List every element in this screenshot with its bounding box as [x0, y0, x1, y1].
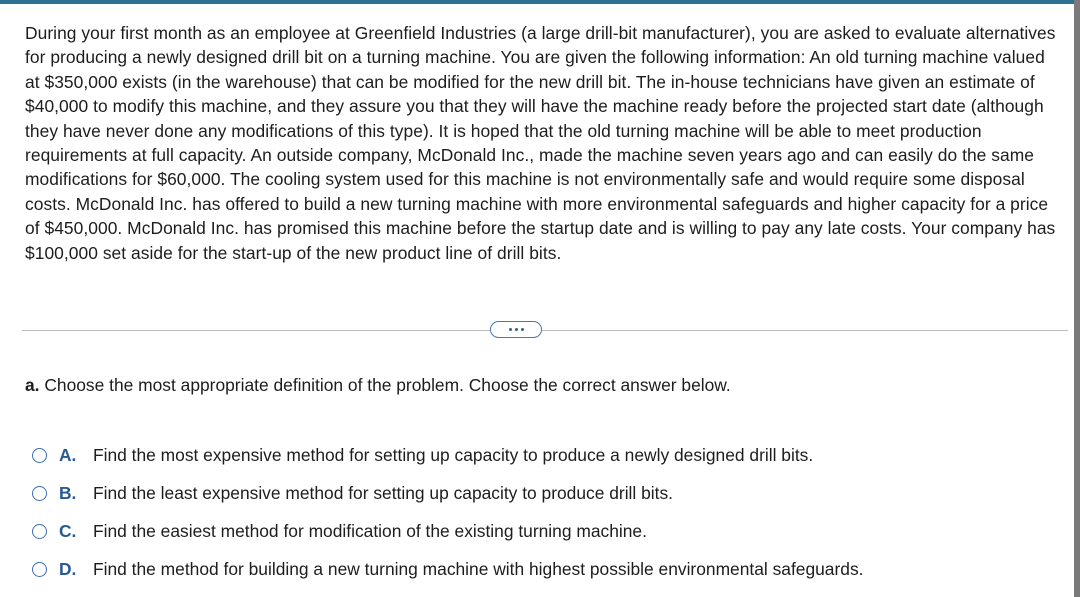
ellipsis-icon [509, 328, 512, 331]
expand-more-button[interactable] [490, 321, 542, 338]
top-accent-bar [0, 0, 1080, 4]
option-text: Find the easiest method for modification of the existing turning machine. [93, 520, 647, 541]
radio-button-icon[interactable] [32, 562, 47, 577]
option-text: Find the method for building a new turning machine with highest possible environmental safeguards. [93, 558, 864, 579]
radio-button-icon[interactable] [32, 524, 47, 539]
question-prompt [25, 374, 731, 396]
option-letter: C. [59, 520, 77, 541]
option-b[interactable] [32, 474, 863, 512]
right-scroll-edge [1074, 0, 1080, 597]
option-text: Find the least expensive method for setting up capacity to produce drill bits. [93, 482, 674, 503]
question-text: Choose the most appropriate definition of the problem. Choose the correct answer below. [44, 375, 731, 395]
question-label: a. [25, 375, 40, 395]
radio-button-icon[interactable] [32, 486, 47, 501]
answer-options [32, 436, 863, 588]
option-c[interactable] [32, 512, 863, 550]
problem-passage: During your first month as an employee at Greenfield Industries (a large drill-bit manufacturer), you are asked to evaluate alternatives for producing a newly designed drill bit on a turning machine. You are given the following information: An old turning machine valued at $350,000 exists (in the warehouse) that can be modified for the new drill bit. The in-house technicians have given an estimate of $40,000 to modify this machine, and they assure you that they will have the machine ready before the projected start date (although they have never done any modifications of this type). It is hoped that the old turning machine will be able to meet production requirements at full capacity. An outside company, McDonald Inc., made the machine seven years ago and can easily do the same modifications for $60,000. The cooling system used for this machine is not environmentally safe and would require some disposal costs. McDonald Inc. has offered to build a new turning machine with more environmental safeguards and higher capacity for a price of $450,000. McDonald Inc. has promised this machine before the startup date and is willing to pay any late costs. Your company has $100,000 set aside for the start-up of the new product line of drill bits. [25, 23, 1056, 263]
option-text: Find the most expensive method for setting up capacity to produce a newly designed drill bits. [93, 444, 814, 465]
ellipsis-icon-dot [521, 328, 524, 331]
section-divider [22, 330, 1068, 331]
radio-button-icon[interactable] [32, 448, 47, 463]
option-a[interactable] [32, 436, 863, 474]
option-letter: D. [59, 558, 77, 579]
option-letter: A. [59, 444, 77, 465]
ellipsis-icon-dot [515, 328, 518, 331]
option-d[interactable] [32, 550, 863, 588]
option-letter: B. [59, 482, 77, 503]
